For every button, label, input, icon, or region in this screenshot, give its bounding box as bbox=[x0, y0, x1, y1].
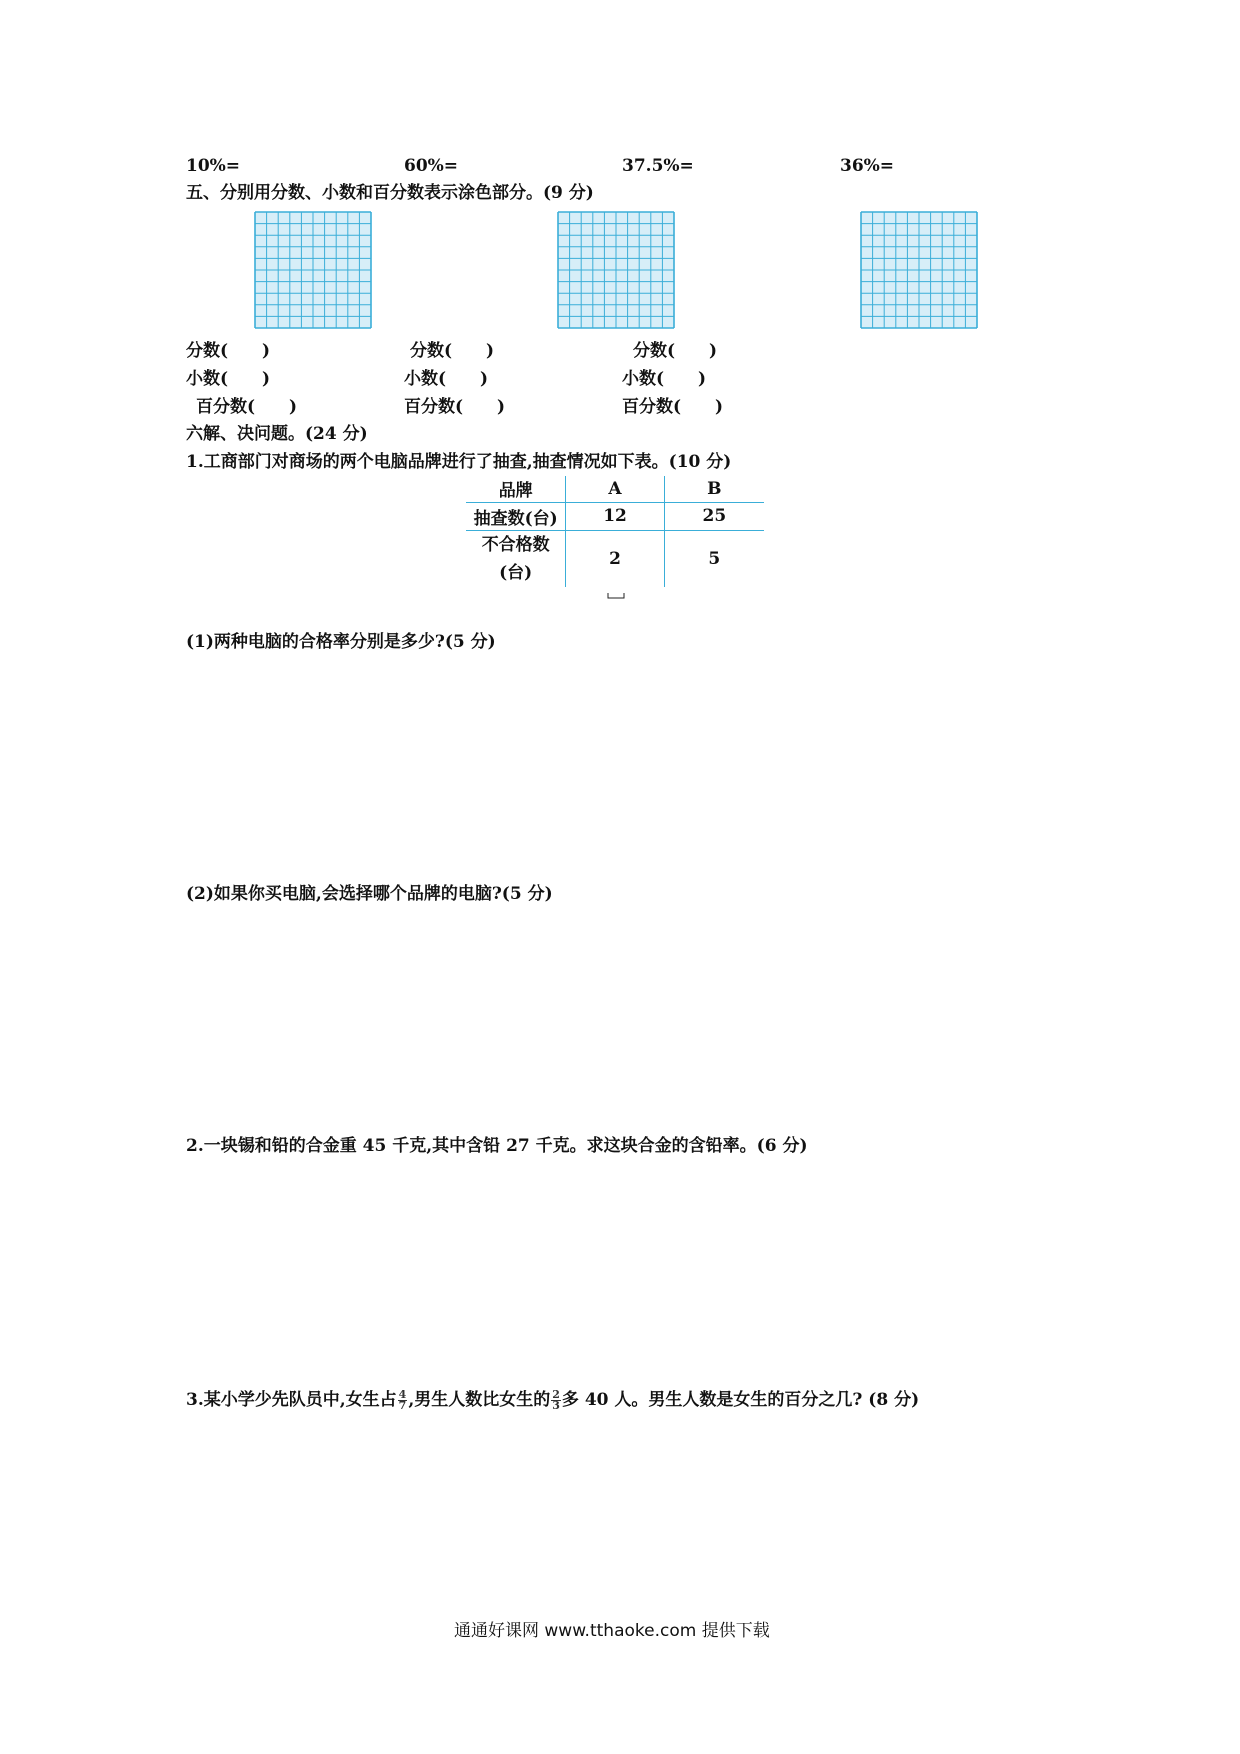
question-3-text bbox=[186, 1390, 919, 1411]
fraction-1-numerator: 4 bbox=[398, 1388, 407, 1401]
table-row-defective-a: 2 bbox=[566, 530, 664, 587]
answer-percent-2: 百分数( ) bbox=[404, 397, 506, 417]
footer-credit: 通通好课网 www.tthaoke.com 提供下载 bbox=[454, 1621, 770, 1641]
fraction-2-denominator: 3 bbox=[552, 1399, 560, 1412]
question-3-part3: 多 40 人。男生人数是女生的百分之几? (8 分) bbox=[561, 1390, 920, 1410]
fraction-1-denominator: 7 bbox=[398, 1399, 407, 1412]
table-row-defective-label bbox=[466, 530, 566, 587]
answer-fraction-3: 分数( ) bbox=[633, 341, 718, 361]
table-row-defective-label-line2: (台) bbox=[499, 562, 533, 583]
conversion-10pct: 10%= bbox=[186, 156, 241, 176]
fraction-four-sevenths bbox=[398, 1390, 408, 1411]
question-3-part2: ,男生人数比女生的 bbox=[408, 1390, 551, 1410]
table-row-sampled-label: 抽查数(台) bbox=[466, 502, 566, 530]
table-header-b: B bbox=[664, 476, 764, 502]
table-row-defective-label-line1: 不合格数 bbox=[481, 534, 550, 555]
answer-fraction-1: 分数( ) bbox=[186, 341, 271, 361]
answer-percent-1: 百分数( ) bbox=[196, 397, 298, 417]
answer-decimal-1: 小数( ) bbox=[186, 369, 271, 389]
question-3-part1: 3.某小学少先队员中,女生占 bbox=[186, 1390, 397, 1410]
table-row-defective-b: 5 bbox=[708, 548, 721, 569]
question-1-sub-2: (2)如果你买电脑,会选择哪个品牌的电脑?(5 分) bbox=[186, 884, 553, 904]
question-1-sub-1: (1)两种电脑的合格率分别是多少?(5 分) bbox=[186, 632, 496, 652]
answer-decimal-3: 小数( ) bbox=[622, 369, 707, 389]
hundred-grid-2 bbox=[557, 211, 675, 329]
table-bottom-mark bbox=[606, 592, 626, 600]
section6-title: 六解、决问题。(24 分) bbox=[186, 424, 368, 444]
table-row-sampled-b: 25 bbox=[664, 502, 764, 530]
question-2-text: 2.一块锡和铅的合金重 45 千克,其中含铅 27 千克。求这块合金的含铅率。(6 分) bbox=[186, 1136, 808, 1156]
answer-decimal-2: 小数( ) bbox=[404, 369, 489, 389]
fraction-2-numerator: 2 bbox=[552, 1388, 560, 1401]
conversion-36pct: 36%= bbox=[840, 156, 895, 176]
hundred-grid-1 bbox=[254, 211, 372, 329]
section5-title: 五、分别用分数、小数和百分数表示涂色部分。(9 分) bbox=[186, 183, 594, 203]
conversion-37-5pct: 37.5%= bbox=[622, 156, 694, 176]
inspection-table bbox=[466, 476, 764, 587]
table-header-a: A bbox=[566, 476, 664, 502]
fraction-two-thirds bbox=[551, 1390, 561, 1411]
conversion-60pct: 60%= bbox=[404, 156, 459, 176]
table-row-sampled-a: 12 bbox=[566, 502, 664, 530]
hundred-grid-3 bbox=[860, 211, 978, 329]
question-1-text: 1.工商部门对商场的两个电脑品牌进行了抽查,抽查情况如下表。(10 分) bbox=[186, 452, 732, 472]
answer-fraction-2: 分数( ) bbox=[410, 341, 495, 361]
table-header-brand: 品牌 bbox=[466, 476, 566, 502]
answer-percent-3: 百分数( ) bbox=[622, 397, 724, 417]
